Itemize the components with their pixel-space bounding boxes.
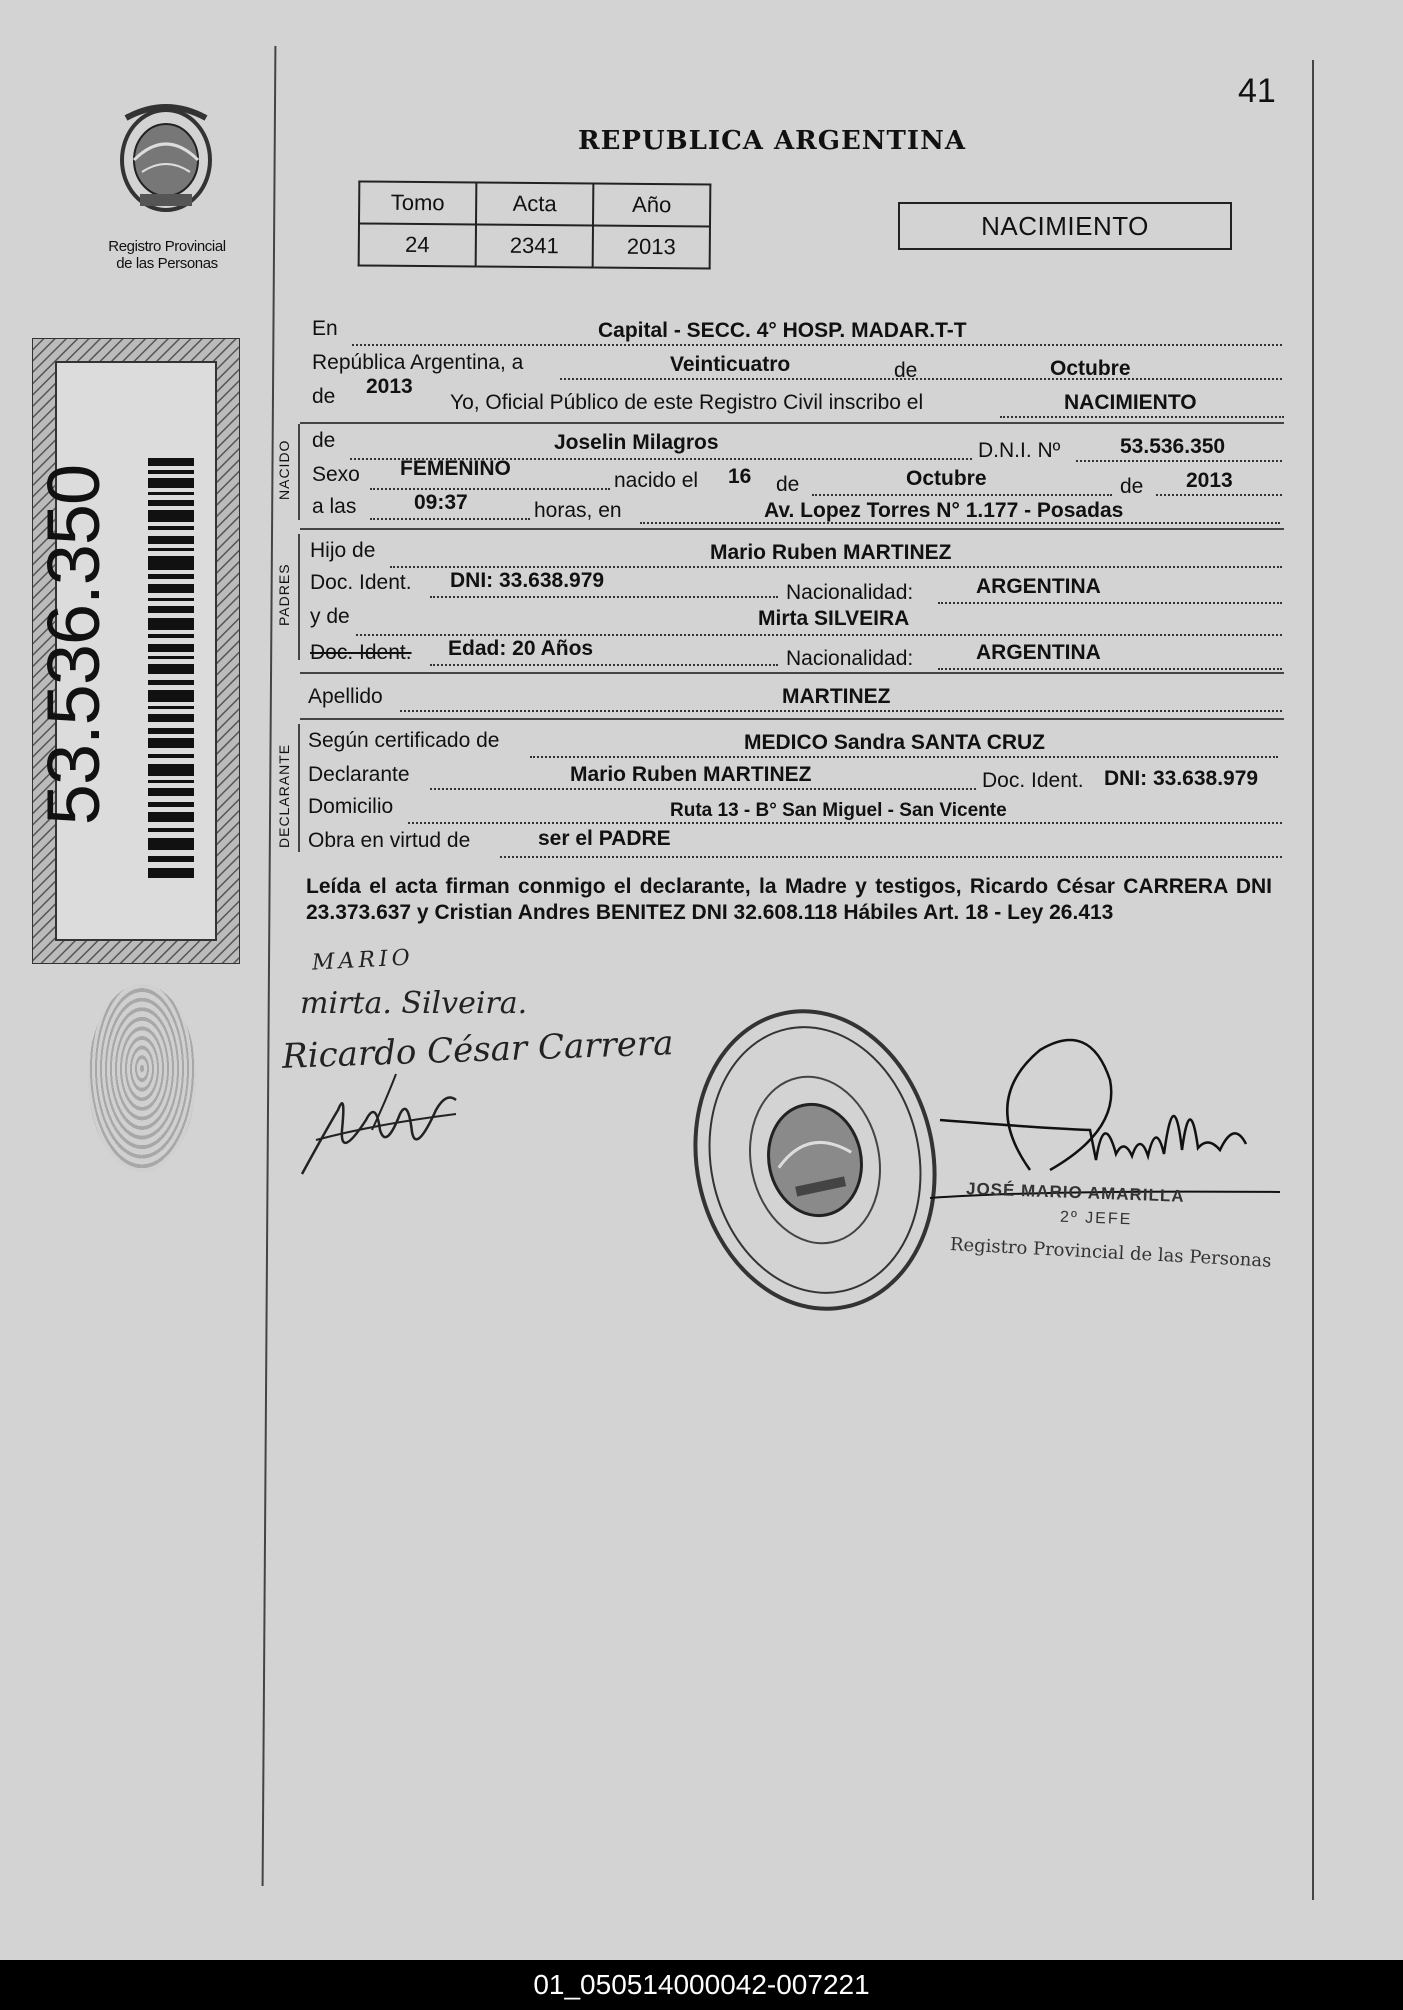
table-header-row <box>359 181 710 226</box>
place-value: Capital - SECC. 4° HOSP. MADAR.T-T <box>598 319 967 342</box>
id-number-vertical: 53.536.350 <box>32 464 115 826</box>
section-bar <box>298 534 300 660</box>
section-bar <box>298 424 300 520</box>
act-type-box: NACIMIENTO <box>898 202 1232 250</box>
label-apellido: Apellido <box>308 685 383 708</box>
left-margin-rule <box>262 46 277 1886</box>
label-horas: horas, en <box>534 499 622 522</box>
handwritten-mirta: mirta. Silveira. <box>300 986 528 1021</box>
dotted-line <box>812 494 1112 496</box>
closing-paragraph: Leída el acta firman conmigo el declarante, la Madre y testigos, Ricardo César CARRERA DNI 23.373.637 y Cristian Andres BENITEZ DNI 32.608.118 Hábiles Art. 18 - Ley 26.413 <box>306 875 1272 924</box>
year-value: 2013 <box>366 375 413 398</box>
barcode <box>148 458 194 878</box>
birth-place: Av. Lopez Torres N° 1.177 - Posadas <box>764 499 1124 522</box>
section-bar <box>298 724 300 852</box>
label-domicilio: Domicilio <box>308 795 394 818</box>
label-certificado: Según certificado de <box>308 729 500 752</box>
table-row <box>359 223 710 268</box>
official-office: Registro Provincial de las Personas <box>949 1234 1272 1272</box>
label-doc: Doc. Ident. <box>982 769 1084 792</box>
father-doc: DNI: 33.638.979 <box>450 569 605 592</box>
label-republica: República Argentina, a <box>312 351 524 374</box>
declarant-doc: DNI: 33.638.979 <box>1104 767 1259 790</box>
yo-text: Yo, Oficial Público de este Registro Civil inscribo el <box>450 391 924 414</box>
table-header-cell: Año <box>593 184 710 227</box>
label-de: de <box>312 385 336 408</box>
obra-value: ser el PADRE <box>538 827 671 850</box>
provincial-seal-icon <box>112 98 220 216</box>
father-nationality: ARGENTINA <box>976 575 1101 598</box>
father-name: Mario Ruben MARTINEZ <box>710 541 952 564</box>
signature-witness <box>296 1070 466 1180</box>
month-value: Octubre <box>1050 357 1131 380</box>
label-de: de <box>312 429 336 452</box>
dotted-line <box>560 378 1282 380</box>
label-de: de <box>894 359 918 382</box>
dotted-line <box>430 664 778 666</box>
page-number: 41 <box>1238 72 1276 110</box>
day-value: Veinticuatro <box>670 353 791 376</box>
dotted-line <box>1076 460 1282 462</box>
document-title: REPUBLICA ARGENTINA <box>578 126 967 156</box>
dotted-line <box>500 856 1282 858</box>
label-en: En <box>312 317 338 340</box>
label-alas: a las <box>312 495 357 518</box>
dotted-line <box>370 518 530 520</box>
label-dni: D.N.I. Nº <box>978 439 1061 462</box>
birth-year: 2013 <box>1186 469 1233 492</box>
registry-caption-line: Registro Provincial <box>108 238 226 255</box>
label-nacido: nacido el <box>614 469 699 492</box>
label-nacionalidad: Nacionalidad: <box>786 647 914 670</box>
section-divider <box>300 718 1284 720</box>
mother-name: Mirta SILVEIRA <box>758 607 910 630</box>
label-nacionalidad: Nacionalidad: <box>786 581 914 604</box>
dotted-line <box>352 344 1282 346</box>
certificate-value: MEDICO Sandra SANTA CRUZ <box>744 731 1046 754</box>
label-hijo: Hijo de <box>310 539 376 562</box>
handwritten-mario: MARIO <box>311 945 415 976</box>
dotted-line <box>370 488 610 490</box>
newborn-dni: 53.536.350 <box>1120 435 1226 458</box>
dotted-line <box>400 710 1282 712</box>
label-doc: Doc. Ident. <box>310 571 412 594</box>
table-cell: 2341 <box>476 224 593 267</box>
label-sexo: Sexo <box>312 463 360 486</box>
section-divider <box>300 422 1284 424</box>
section-label-nacido: NACIDO <box>276 439 292 500</box>
address-value: Ruta 13 - B° San Miguel - San Vicente <box>670 800 1007 821</box>
tomo-acta-table <box>358 180 712 269</box>
table-cell: 24 <box>359 223 476 266</box>
table-header-cell: Tomo <box>359 181 476 224</box>
section-divider <box>300 528 1284 530</box>
mother-nationality: ARGENTINA <box>976 641 1101 664</box>
newborn-name: Joselin Milagros <box>554 431 719 454</box>
section-divider <box>300 672 1284 674</box>
fingerprint <box>88 984 196 1172</box>
label-obra: Obra en virtud de <box>308 829 471 852</box>
label-yde: y de <box>310 605 350 628</box>
official-round-stamp <box>690 1000 940 1320</box>
mother-doc: Edad: 20 Años <box>448 637 594 660</box>
official-name: JOSÉ MARIO AMARILLA <box>965 1179 1185 1206</box>
handwritten-ricardo: Ricardo César Carrera <box>281 1023 675 1077</box>
table-cell: 2013 <box>593 226 710 269</box>
dotted-line <box>938 602 1282 604</box>
official-role: 2º JEFE <box>1059 1208 1133 1229</box>
dotted-line <box>430 596 778 598</box>
registry-caption-line: de las Personas <box>116 255 218 272</box>
dotted-line <box>530 756 1278 758</box>
birth-time: 09:37 <box>414 491 468 514</box>
label-doc: Doc. Ident. <box>310 641 412 664</box>
inscribe-value: NACIMIENTO <box>1064 391 1197 414</box>
sex-value: FEMENINO <box>400 457 511 480</box>
surname-value: MARTINEZ <box>782 685 891 708</box>
registry-caption <box>92 238 242 272</box>
file-id-footer: 01_050514000042-007221 <box>0 1960 1403 2010</box>
section-label-declarante: DECLARANTE <box>276 743 292 848</box>
id-barcode-box <box>32 338 240 964</box>
birth-day: 16 <box>728 465 752 488</box>
label-de: de <box>776 473 800 496</box>
section-label-padres: PADRES <box>276 563 292 626</box>
right-margin-rule <box>1312 60 1314 1900</box>
dotted-line <box>938 668 1282 670</box>
dotted-line <box>1000 416 1284 418</box>
table-header-cell: Acta <box>476 182 593 225</box>
declarant-name: Mario Ruben MARTINEZ <box>570 763 812 786</box>
birth-month: Octubre <box>906 467 987 490</box>
label-declarante: Declarante <box>308 763 410 786</box>
dotted-line <box>1156 494 1282 496</box>
label-de: de <box>1120 475 1144 498</box>
dotted-line <box>430 788 976 790</box>
